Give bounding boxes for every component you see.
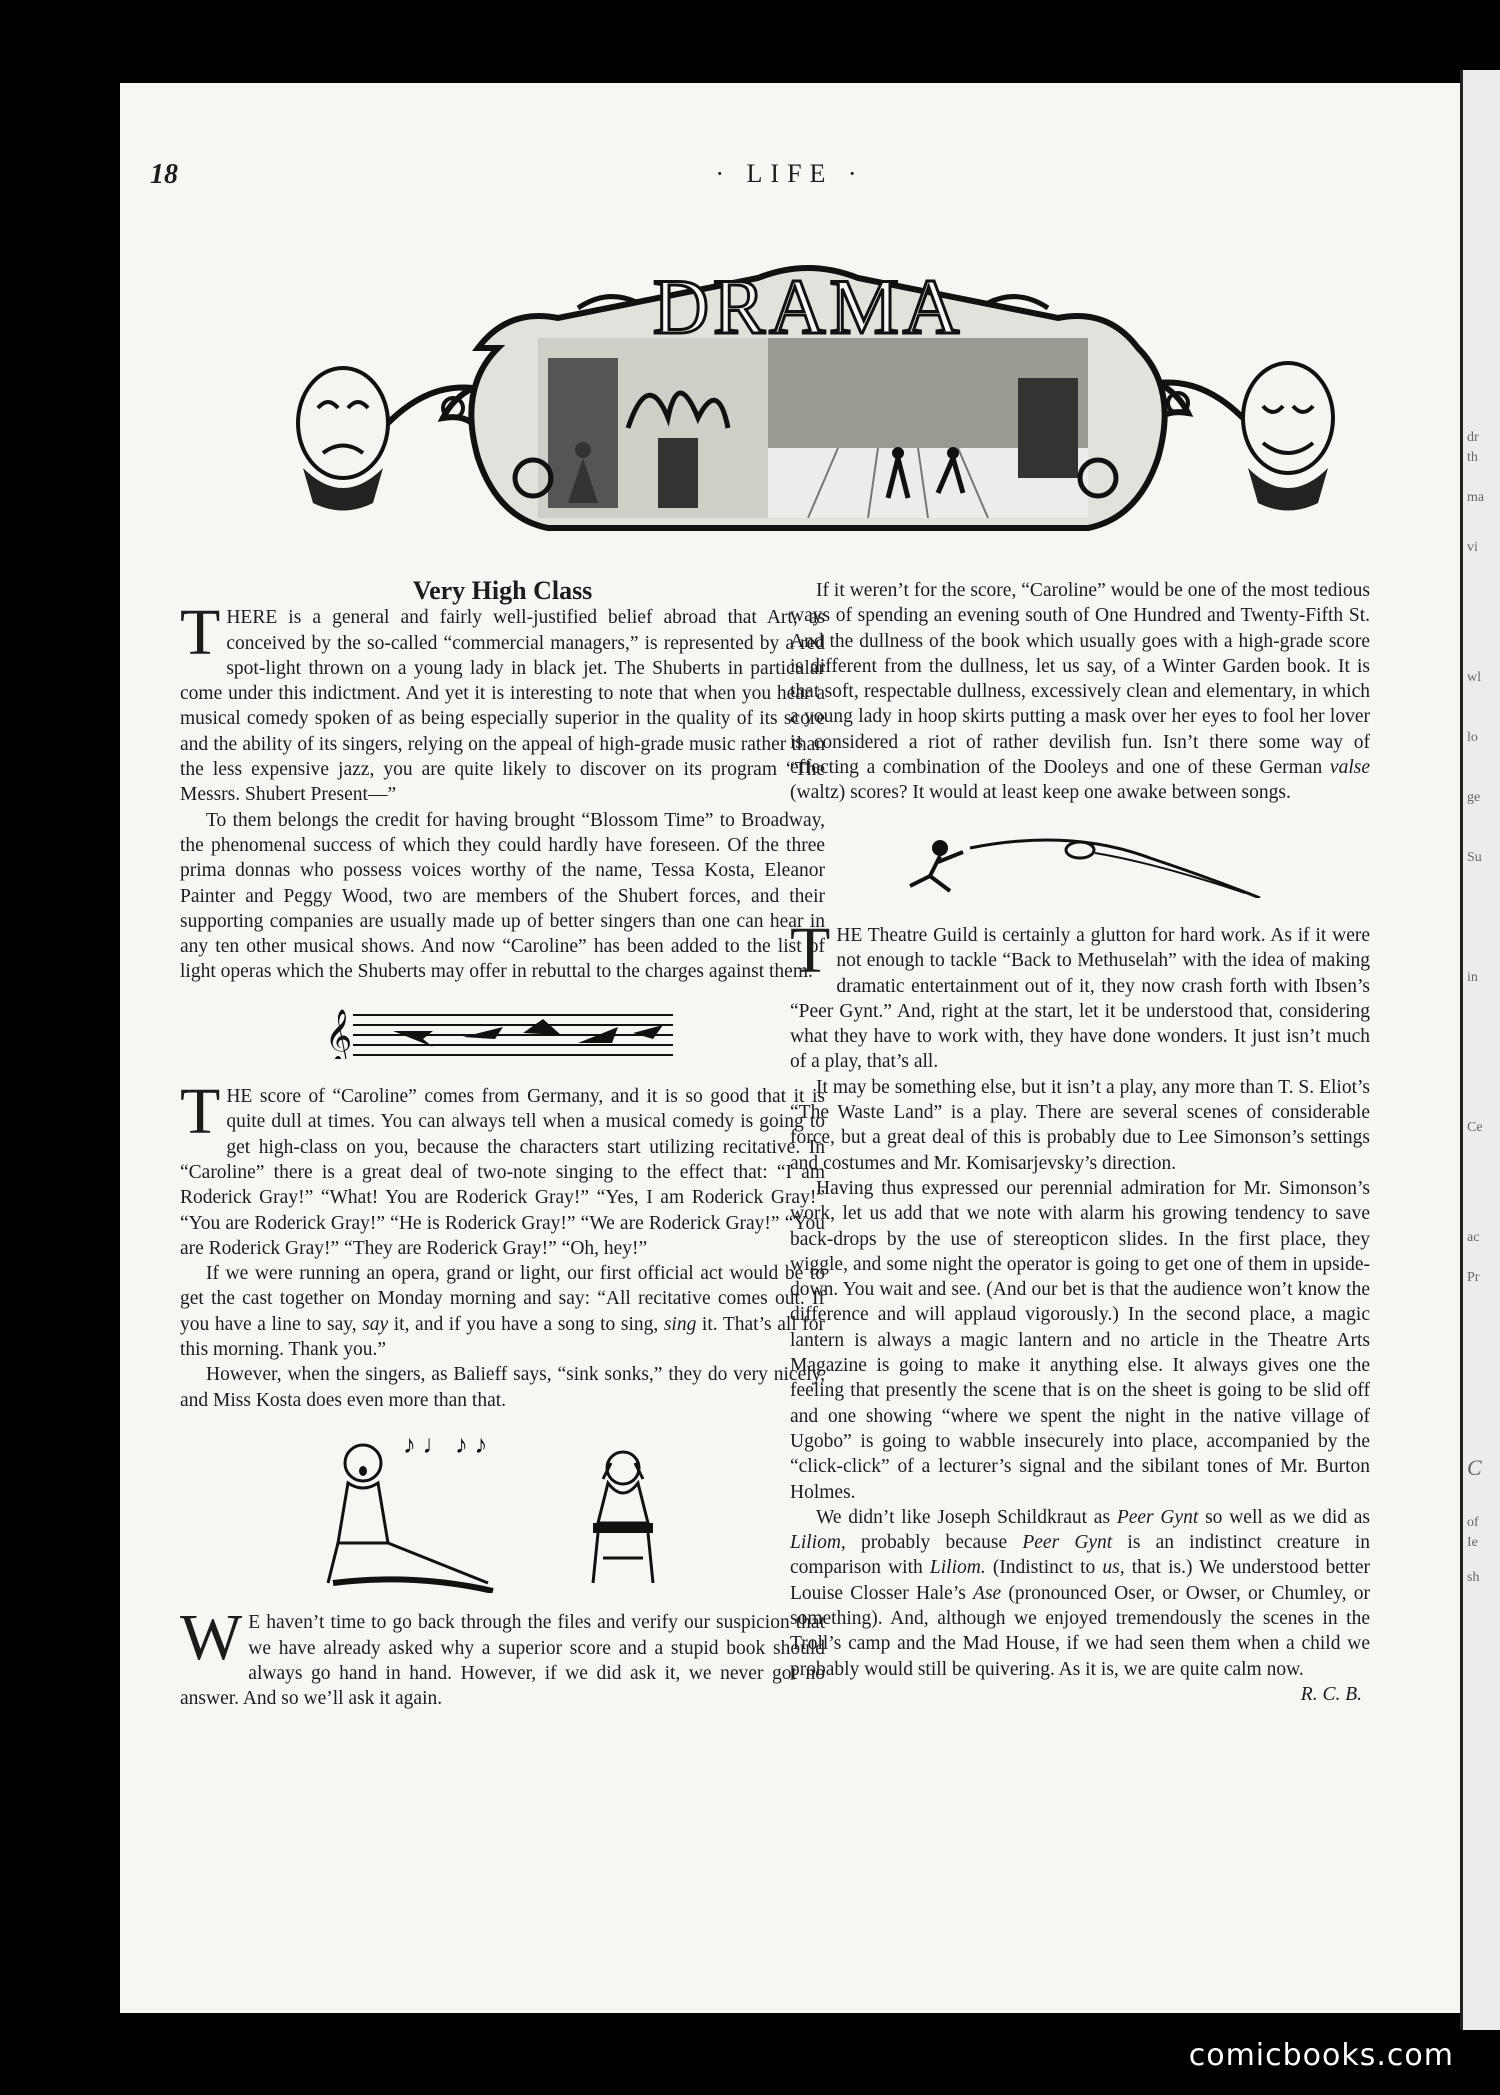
paragraph: [790, 1505, 1371, 1705]
paragraph: To them belongs the credit for having brought “Blossom Time” to Broadway, the phenomenal success of which they could hardly have foreseen. Of the three prima donnas who possess voices worthy of the name, Tessa Kosta, Eleanor Painter and Peggy Wood, two are members of the Shubert forces, and their supporting companies are usually made up of better singers than one can hear in any ten other musical shows. And now “Caroline” has been added to the list of light operas which the Shuberts may offer in rebuttal to the charges against them.: [180, 809, 825, 983]
adjacent-page-edge: [1460, 70, 1500, 2030]
running-head: · LIFE ·: [715, 159, 865, 188]
italic-word: us,: [1102, 1557, 1125, 1579]
italic-word: Peer Gynt: [1116, 1506, 1199, 1528]
drama-banner-illustration: [248, 228, 1378, 573]
drop-cap: T: [790, 913, 831, 987]
next-page-fragment: Pr: [1467, 1270, 1480, 1285]
paragraph-text: If we were running an opera, grand or light, our first official act would be to get the cast together on Monday morning and say: “All recitative comes out. If you have a line to say,: [180, 1263, 825, 1335]
author-signature: R. C. B.: [1300, 1683, 1362, 1705]
paragraph-text: HERE is a general and fairly well-justified belief abroad that Art, as conceived by the so-called “commercial managers,” is represented by a red spot-light thrown on a young lady in black jet. The Shuberts in particular come under this indictment. And yet it is interesting to note that when you hear a musical comedy spoken of as being especially superior in the quality of its score and the ability of its singers, relying on the appeal of high-grade music rather than the less expensive jazz, you are quite likely to discover on its program “The Messrs. Shubert Present—”: [180, 607, 825, 806]
italic-word: Peer Gynt: [1022, 1532, 1113, 1554]
watermark: comicbooks.com: [1188, 2038, 1454, 2073]
paragraph-text: it, and if you have a song to sing,: [388, 1313, 664, 1335]
next-page-fragment: th: [1467, 450, 1478, 465]
next-page-fragment: sh: [1467, 1570, 1480, 1585]
next-page-fragment: ge: [1467, 790, 1481, 805]
music-staff-icon: [323, 1003, 683, 1059]
italic-word: valse: [1329, 757, 1370, 779]
music-staff-ornament: [180, 1003, 825, 1066]
magazine-page: [120, 83, 1460, 2013]
next-page-fragment: ma: [1467, 490, 1485, 505]
paragraph-text: that is.) We understood better Louise Closser Hale’s: [790, 1557, 1370, 1604]
paragraph-text: (pronounced Oser, or Owser, or Chumley, or something). And, although we enjoyed tremendously the scenes in the Troll’s camp and the Mad House, if we had seen them when a child we probably would still be quivering. As it is, we are quite calm now.: [790, 1582, 1371, 1680]
paragraph-text: so well as we did as: [1198, 1506, 1371, 1528]
paragraph-text: is an indistinct creature in comparison with: [790, 1532, 1371, 1579]
paragraph-text: HE score of “Caroline” comes from Germany, and it is so good that it is quite dull at times. You can always tell when a musical comedy is going to get high-class on you, because the characters start utilizing recitative. In “Caroline” there is a great deal of two-note singing to the effect that: “I am Roderick Gray!” “What! You are Roderick Gray!” “Yes, I am Roderick Gray!” “You are Roderick Gray!” “He is Roderick Gray!” “We are Roderick Gray!” “You are Roderick Gray!” “They are Roderick Gray!” “Oh, hey!”: [180, 1086, 825, 1259]
paragraph-text: HE Theatre Guild is certainly a glutton for hard work. As if it were not enough to tackle “Back to Methuselah” with the idea of making dramatic entertainment out of it, they now crash forth with Ibsen’s “Peer Gynt.” And, right at the start, let it be understood that, considering what they have to work with, they have done wonders. It just isn’t much of a play, that’s all.: [790, 924, 1370, 1073]
singer-dog-icon: [293, 1423, 713, 1593]
paragraph: [790, 913, 1370, 1075]
banner-title: DRAMA: [652, 263, 964, 350]
singer-and-dog-illustration: [180, 1423, 825, 1600]
svg-text:𝄞: 𝄞: [324, 1007, 352, 1059]
article-title: Very High Class: [412, 576, 593, 605]
tragedy-mask-icon: [298, 368, 483, 511]
next-page-fragment: wl: [1467, 670, 1481, 685]
paragraph: However, when the singers, as Balieff says, “sink sonks,” they do very nicely, and Miss Kosta does even more than that.: [180, 1364, 825, 1411]
next-page-fragment: Su: [1467, 850, 1482, 865]
drop-cap: T: [180, 596, 221, 670]
italic-word: Liliom.: [929, 1557, 986, 1579]
paragraph-text: If it weren’t for the score, “Caroline” would be one of the most tedious ways of spending an evening south of One Hundred and Twenty-Fifth St. And the dullness of the book which usually goes with a high-grade score is different from the dullness, let us say, of a Winter Garden book. It is that soft, respectable dullness, excessively clean and elementary, in which a young lady in hoop skirts putting a mask over her eyes to fool her lover is considered a riot of rather devilish fun. Isn’t there some way of effecting a combination of the Dooleys and one of these German: [790, 580, 1370, 779]
paragraph: [180, 1075, 825, 1261]
next-page-fragment: in: [1467, 970, 1478, 985]
paragraph: [180, 1261, 825, 1362]
paragraph: Having thus expressed our perennial admiration for Mr. Simonson’s work, let us add that we note with alarm his growing tendency to save back-drops by the use of stereopticon slides. In the first place, they wiggle, and some night the operator is going to get one of them in upside-down. You wait and see. (And our bet is that the audience won’t know the difference and will applaud vigorously.) In the second place, a magic lantern is always a magic lantern and no article in the Theatre Arts Magazine is going to make it anything else. It always gives one the feeling that presently the scene that is on the sheet is going to be slid off and one showing “where we spent the night in the native village of Ugobo” is going to wabble insecurely into place, accompanied by the “click-click” of a lecturer’s signal and the sibilant tones of Mr. Burton Holmes.: [790, 1177, 1370, 1503]
next-page-fragment: ac: [1467, 1230, 1480, 1245]
next-page-fragment: lo: [1467, 730, 1478, 745]
paragraph-text: We didn’t like Joseph Schildkraut as: [816, 1506, 1117, 1528]
italic-word: Liliom,: [790, 1532, 846, 1554]
svg-text:♪ ♩ ♪ ♪: ♪ ♩ ♪ ♪: [402, 1429, 487, 1459]
next-page-fragment: of: [1467, 1515, 1479, 1530]
drop-cap: T: [180, 1075, 221, 1149]
italic-word: say: [362, 1313, 389, 1335]
left-column: [180, 578, 825, 1711]
right-column: [790, 578, 1370, 1707]
chase-ornament: [790, 828, 1370, 905]
next-page-fragment: vi: [1467, 540, 1478, 555]
paragraph: It may be something else, but it isn’t a play, any more than T. S. Eliot’s “The Waste Land” is a play. There are several scenes of considerable force, but a great deal of this is probably due to Lee Simonson’s settings and costumes and Mr. Komisarjevsky’s direction.: [790, 1076, 1370, 1174]
running-figure-icon: [880, 828, 1280, 898]
paragraph-text: (waltz) scores? It would at least keep one awake between songs.: [790, 782, 1291, 804]
italic-word: Ase: [973, 1582, 1002, 1604]
drop-cap: W: [180, 1601, 243, 1675]
comedy-mask-icon: [1148, 363, 1333, 511]
next-page-fragment: Ie: [1467, 1535, 1478, 1550]
next-page-fragment: C: [1467, 1455, 1482, 1480]
italic-word: sing: [663, 1313, 697, 1335]
paragraph: [180, 1601, 825, 1711]
paragraph-text: probably because: [845, 1532, 1023, 1554]
page-number: 18: [150, 159, 178, 190]
paragraph: [180, 596, 825, 807]
next-page-fragment: dr: [1467, 430, 1479, 445]
next-page-fragment: Ce: [1467, 1120, 1483, 1135]
paragraph-text: it. That’s all for this morning. Thank you.”: [180, 1313, 825, 1361]
paragraph-text: (Indistinct to: [985, 1557, 1103, 1579]
paragraph: [790, 578, 1370, 806]
paragraph-text: E haven’t time to go back through the files and verify our suspicion that we have already asked why a superior score and a stupid book should always go hand in hand. However, if we did ask it, we never got no answer. And so we’ll ask it again.: [180, 1612, 825, 1710]
